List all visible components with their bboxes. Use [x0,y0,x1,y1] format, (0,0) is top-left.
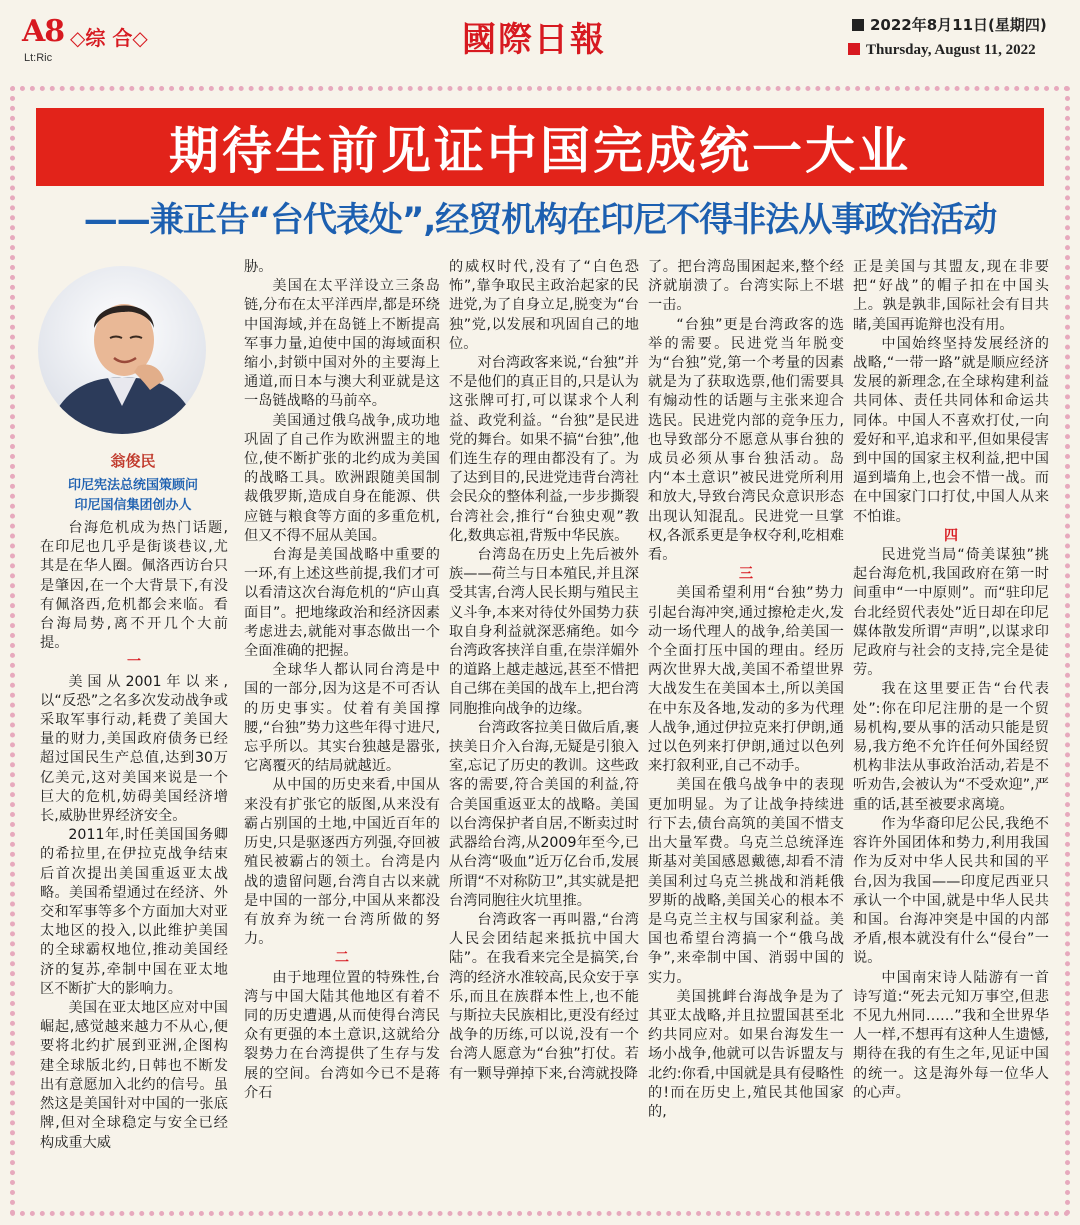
paragraph-continued: 胁。 [244,259,273,275]
section-label: ◇综 合◇ [70,26,148,50]
section-number: 四 [944,527,958,544]
paragraph: 美国挑衅台海战争是为了其亚太战略,并且拉盟国甚至北约共同应对。如果台海发生一场小战争,他就可以告诉盟友与北约:你看,中国就是具有侵略性的!而在历史上,殖民其他国家的, [648,988,844,1120]
article-subtitle: ——兼正告“台代表处”,经贸机构在印尼不得非法从事政治活动 [83,200,997,240]
paragraph: “台独”更是台湾政客的选举的需要。民进党当年脱变为“台独”党,第一个考量的因素就是为了获取选票,他们需要具有煽动性的话题与主张来迎合选民。民进党内部的竞争压力,也导致部分不愿意从事台独的成员必须从事台独活动。岛内“本土意识”被民进党所利用和放大,导致台湾民众意识形态出现认知混乱。民进党一旦掌权,各派系更是争权夺利,吃相难看。 [648,316,844,564]
paragraph-continued: 正是美国与其盟友,现在非要把“好战”的帽子扣在中国头上。孰是孰非,国际社会有目共睹,美国再诡辩也没有用。 [853,259,1049,333]
lt-label: Lt:Ric [24,52,53,64]
newspaper-name: 國際日報 [462,20,606,60]
article-column-2 [244,258,440,1206]
paragraph: 美国通过俄乌战争,成功地巩固了自己作为欧洲盟主的地位,使不断扩张的北约成为美国的战略工具。欧洲跟随美国制裁俄罗斯,造成自身在能源、供应链与粮食等方面的多重危机,但又不得不屈从美国。 [244,412,440,544]
article-column-4 [648,258,844,1206]
paragraph: 中国始终坚持发展经济的战略,“一带一路”就是顺应经济发展的新理念,在全球构建利益共同体、责任共同体和命运共同体。中国人不喜欢打仗,一向爱好和平,追求和平,但如果侵害到中国的国家主权利益,把中国逼到墙角上,也会不惜一战。而在中国家门口打仗,中国人从来不怕谁。 [853,335,1049,525]
paragraph: 从中国的历史来看,中国从来没有扩张它的版图,从来没有霸占别国的土地,中国近百年的历史,只是驱逐西方列强,夺回被殖民被霸占的领土。台湾是内战的遗留问题,台湾自古以来就是中国的一部分,中国从来都没有放弃为统一台湾所做的努力。 [244,777,440,948]
paragraph-continued: 的威权时代,没有了“白色恐怖”,靠争取民主政治起家的民进党,为了自身立足,脱变为“台独”党,以发展和巩固自己的地位。 [449,259,639,352]
paragraph: 台湾岛在历史上先后被外族——荷兰与日本殖民,并且深受其害,台湾人民长期与殖民主义斗争,本来对待仗外国势力获取自身利益就深恶痛绝。如今台湾政客挟洋自重,在崇洋媚外的道路上越走越远,甚至不惜把自己绑在美国的战车上,把台湾同胞推向战争的边缘。 [449,547,639,717]
article-title: 期待生前见证中国完成统一大业 [169,122,911,180]
paragraph: 由于地理位置的特殊性,台湾与中国大陆其他地区有着不同的历史遭遇,从而使得台湾民众有更强的本土意识,这就给分裂势力在台湾提供了生存与发展的空间。台湾如今已不是蒋介石 [244,969,440,1101]
section-number: 三 [739,566,753,583]
paragraph: 美国在亚太地区应对中国崛起,感觉越来越力不从心,便要将北约扩展到亚洲,企图构建全球版北约,日韩也不断发出有意愿加入北约的信号。虽然这是美国针对中国的一张底牌,但对全球稳定与安全已经构成重大威 [40,1000,228,1151]
article-column-3 [449,258,639,1206]
paragraph: 作为华裔印尼公民,我绝不容许外国团体和势力,利用我国作为反对中华人民共和国的平台,因为我国——印度尼西亚只承认一个中国,就是中华人民共和国。台海冲突是中国的内部矛盾,根本就没有什么“侵台”一说。 [853,815,1049,967]
paragraph: 中国南宋诗人陆游有一首诗写道:“死去元知万事空,但悲不见九州同……”我和全世界华人一样,不想再有这种人生遗憾,期待在我的有生之年,见证中国的统一。这是海外每一位华人的心声。 [853,969,1049,1101]
author-title-1: 印尼宪法总统国策顾问 [67,478,198,493]
paragraph: 美国从2001年以来,以“反恐”之名多次发动战争或采取军事行动,耗费了美国大量的财力,美国政府债务已经超过国民生产总值,达到30万亿美元,这对美国来说是一个巨大的危机,妨碍美国经济增长,威胁世界经济安全。 [40,673,228,825]
paragraph: 美国在太平洋设立三条岛链,分布在太平洋西岸,都是环绕中国海域,并在岛链上不断提高军事力量,迫使中国的海域面积缩小,封锁中国对外的主要海上通道,而日本与澳大利亚就是这一岛链战略的马前卒。 [244,278,440,410]
square-bullet-icon [852,19,864,31]
author-title-2: 印尼国信集团创办人 [74,498,192,513]
paragraph: 美国在俄乌战争中的表现更加明显。为了让战争持续进行下去,债台高筑的美国不惜支出大量军费。乌克兰总统泽连斯基对美国感恩戴德,却看不清美国利过乌克兰挑战和消耗俄罗斯的战略,美国关心的根本不是乌克兰主权与国家利益。美国也希望台湾搞一个“俄乌战争”,来牵制中国、消弱中国的实力。 [648,777,844,986]
author-photo [38,266,206,434]
paragraph-continued: 了。把台湾岛围困起来,整个经济就崩溃了。台湾实际上不堪一击。 [648,259,844,314]
paragraph: 台湾政客一再叫嚣,“台湾人民会团结起来抵抗中国大陆”。在我看来完全是搞笑,台湾的经济水准较高,民众安于享乐,而且在族群本性上,也不能与斯拉夫民族相比,更没有经过战争的历练,可以说,没有一个台湾人愿意为“台独”打仗。若有一颗导弹掉下来,台湾就投降 [449,911,639,1082]
section-number: 一 [127,654,141,671]
paragraph: 台湾政客拉美日做后盾,裹挟美日介入台海,无疑是引狼入室,忘记了历史的教训。这些政客的需要,符合美国的利益,符合美国重返亚太的战略。美国以台湾保护者自居,不断卖过时武器给台湾,从2009年至今,已从台湾“吸血”近万亿台币,发展所谓“不对称防卫”,其实就是把台湾同胞往火坑里推。 [449,719,639,909]
section-number: 二 [335,950,349,967]
paragraph: 2011年,时任美国国务卿的希拉里,在伊拉克战争结束后首次提出美国重返亚太战略。美国希望通过在经济、外交和军事等多个方面加大对亚太地区的投入,以此维护美国的全球霸权地位,推动美国经济的复苏,牵制中国在亚太地区不断扩大的影响力。 [40,827,228,997]
paragraph: 美国希望利用“台独”势力引起台海冲突,通过擦枪走火,发动一场代理人的战争,给美国一个全面打压中国的理由。经历两次世界大战,美国不希望世界大战发生在美国本土,所以美国在中东及各地,发动的多为代理人战争,通过伊拉克来打伊朗,通过以色列来打伊朗,通过以色列来打叙利亚,自己不动手。 [648,585,844,775]
paragraph: 民进党当局“倚美谋独”挑起台海危机,我国政府在第一时间重申“一中原则”。而“驻印尼台北经贸代表处”近日却在印尼媒体散发所谓“声明”,以谋求印尼政府与社会的支持,完全是徒劳。 [853,547,1049,679]
article-column-5 [853,258,1049,1206]
author-name: 翁俊民 [110,452,156,470]
date-english: Thursday, August 11, 2022 [848,42,1036,59]
page-number: A8 [22,14,65,49]
paragraph: 全球华人都认同台湾是中国的一部分,因为这是不可否认的历史事实。仗着有美国撑腰,“台独”势力这些年得寸进尺,忘乎所以。其实台独越是嚣张,它离覆灭的结局就越近。 [244,662,440,775]
paragraph: 台海危机成为热门话题,在印尼也几乎是街谈巷议,尤其是在华人圈。佩洛西访台只是肇因,在一个大背景下,有没有佩洛西,危机都会来临。看台海局势,离不开几个大前提。 [40,520,228,652]
paragraph: 台海是美国战略中重要的一环,有上述这些前提,我们才可以看清这次台海危机的“庐山真面目”。把地缘政治和经济因素考虑进去,就能对事态做出一个全面准确的把握。 [244,547,440,660]
paragraph: 对台湾政客来说,“台独”并不是他们的真正目的,只是认为这张牌可打,可以谋求个人利益、政党利益。“台独”是民进党的舞台。如果不搞“台独”,他们连生存的理由都没有了。为了达到目的,民进党违背台湾社会民众的整体利益,一步步撕裂台湾社会,推行“台独史观”教化,数典忘祖,背叛中华民族。 [449,355,639,544]
paragraph: 我在这里要正告“台代表处”:你在印尼注册的是一个贸易机构,要从事的活动只能是贸易,我方绝不允许任何外国经贸机构非法从事政治活动,若是不听劝告,会被认为“不受欢迎”,严重的话,甚至被要求离境。 [853,681,1049,813]
masthead [0,0,1080,82]
date-chinese: 2022年8月11日(星期四) [852,14,1047,35]
headline-banner [36,108,1044,186]
article-column-1 [40,519,228,1199]
square-bullet-icon [848,43,860,55]
